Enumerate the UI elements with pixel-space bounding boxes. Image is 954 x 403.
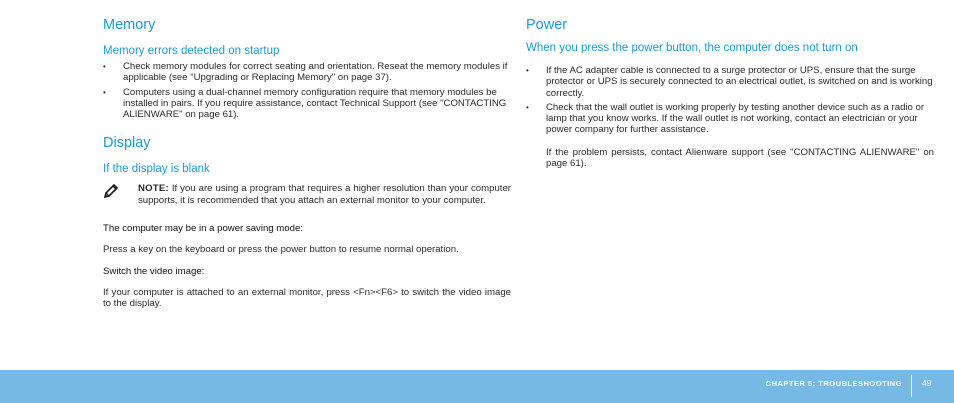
page-number: 49 bbox=[922, 378, 932, 388]
power-saving-text: Press a key on the keyboard or press the power button to resume normal operation. bbox=[103, 244, 459, 256]
persist-text: If the problem persists, contact Alienware support (see "CONTACTING ALIENWARE" on page 61). bbox=[546, 146, 934, 170]
memory-heading: Memory bbox=[103, 17, 156, 33]
display-heading: Display bbox=[103, 135, 151, 152]
memory-errors-subheading: Memory errors detected on startup bbox=[103, 45, 280, 57]
page-footer bbox=[0, 370, 954, 403]
list-item: • Check that the wall outlet is working properly by testing another device such as a radio or lamp that you know works. If the wall outlet is not working, contact an electrician or your power company for further assistance. bbox=[526, 102, 934, 136]
footer-divider bbox=[911, 375, 912, 397]
note-label: NOTE: bbox=[138, 183, 169, 195]
power-heading: Power bbox=[526, 17, 568, 33]
pencil-note-icon bbox=[103, 183, 119, 199]
power-saving-lead: The computer may be in a power saving mode: bbox=[103, 223, 303, 235]
list-item: • Computers using a dual-channel memory configuration require that memory modules be installed in pairs. If you require assistance, contact Technical Support (see "CONTACTING ALIENWARE" on page 61). bbox=[103, 87, 511, 121]
display-blank-subheading: If the display is blank bbox=[103, 163, 210, 176]
note-text bbox=[138, 183, 511, 206]
memory-list bbox=[103, 61, 511, 120]
list-item: • Check memory modules for correct seating and orientation. Reseat the memory modules if applicable (see "Upgrading or Replacing Memory" on page 37). bbox=[103, 61, 511, 84]
right-column bbox=[526, 16, 934, 169]
list-item: • If the AC adapter cable is connected to a surge protector or UPS, ensure that the surge protector or UPS is securely connected to an electrical outlet, is switched on and is working correctly. bbox=[526, 65, 934, 99]
switch-video-text: If your computer is attached to an external monitor, press <Fn><F6> to switch the video image to the display. bbox=[103, 286, 511, 310]
chapter-label: CHAPTER 5: TROUBLESHOOTING bbox=[765, 379, 902, 388]
left-column bbox=[103, 16, 511, 310]
power-list bbox=[526, 65, 934, 136]
switch-video-lead: Switch the video image: bbox=[103, 265, 205, 277]
power-button-subheading: When you press the power button, the computer does not turn on bbox=[526, 42, 858, 54]
note-block bbox=[103, 183, 511, 206]
note-body: If you are using a program that requires a higher resolution than your computer supports, it is recommended that you attach an external monitor to your computer. bbox=[138, 183, 511, 206]
